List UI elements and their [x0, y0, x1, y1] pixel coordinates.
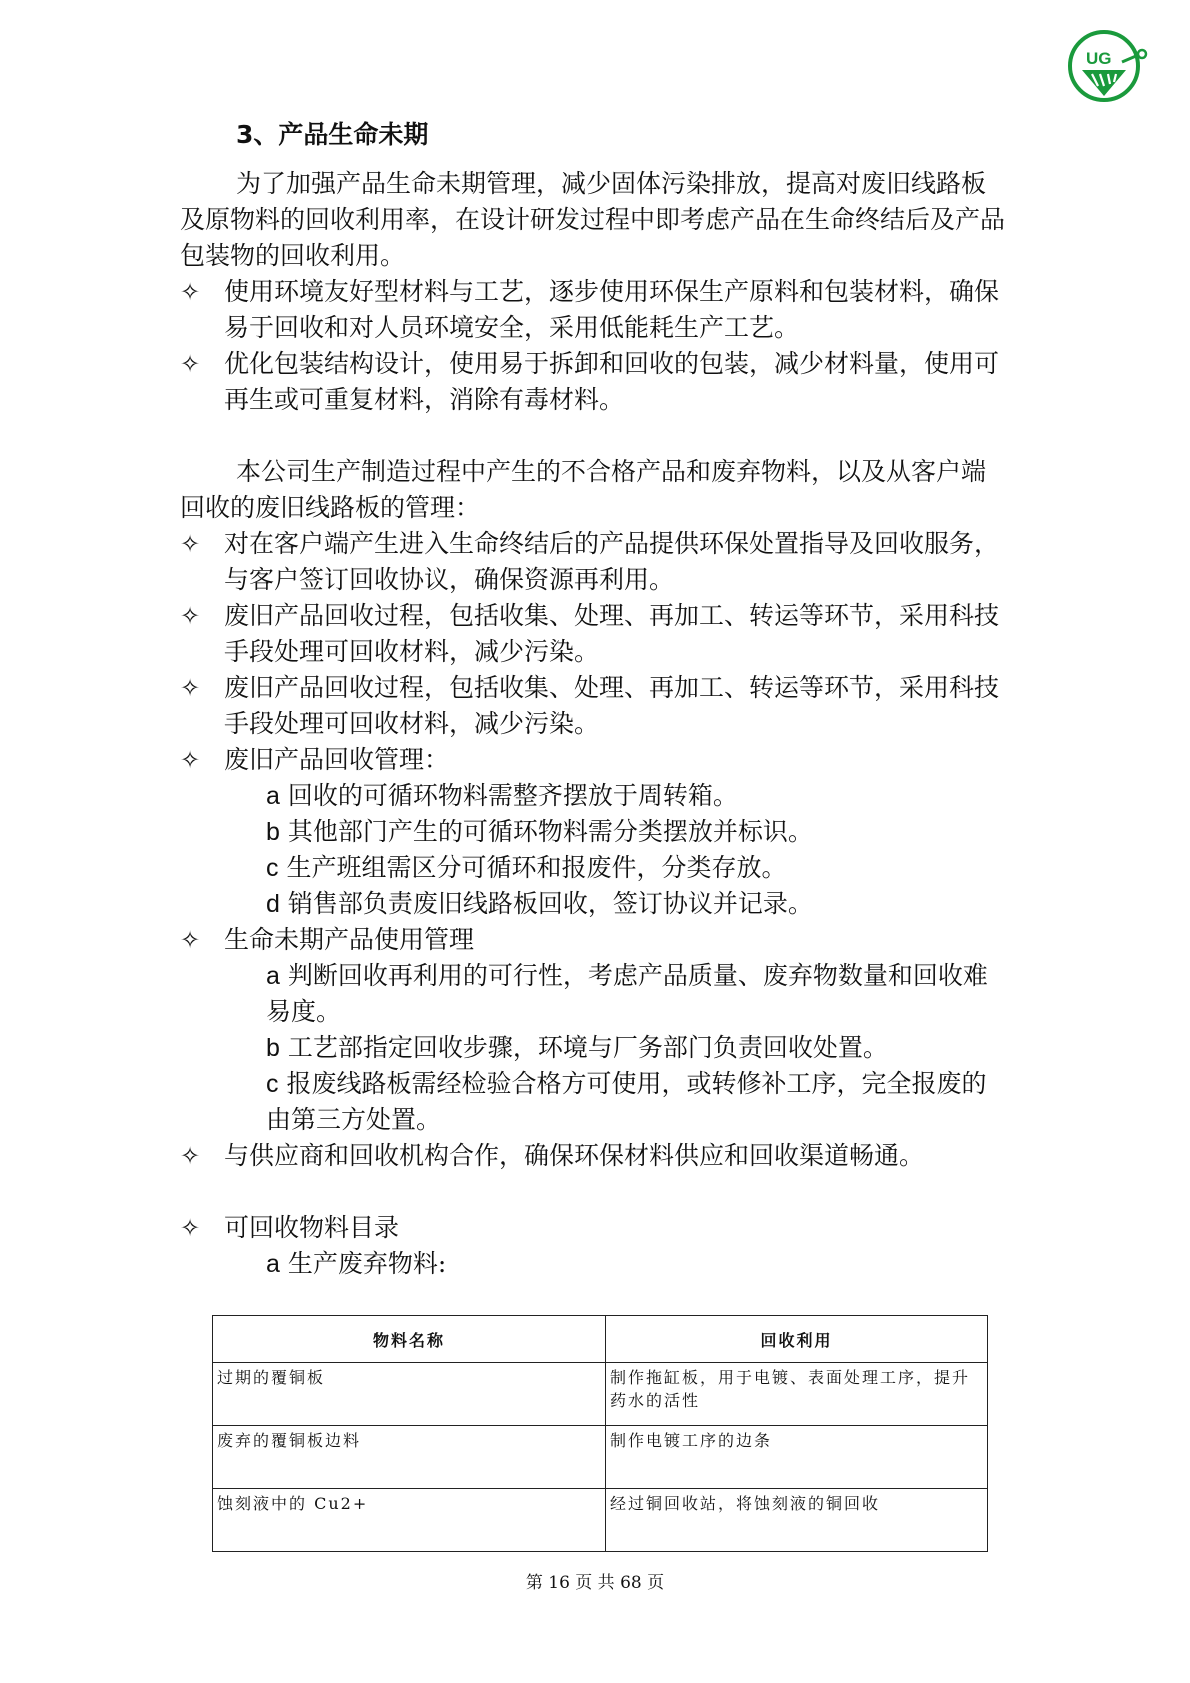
- diamond-bullet-icon: ✧: [180, 1142, 201, 1170]
- table-row: [213, 1363, 988, 1426]
- diamond-bullet-icon: ✧: [180, 350, 201, 378]
- diamond-bullet-icon: ✧: [180, 602, 201, 630]
- sub-item: c 生产班组需区分可循环和报废件，分类存放。: [266, 853, 787, 882]
- bullet-item: ✧ 对在客户端产生进入生命终结后的产品提供环保处置指导及回收服务，与客户签订回收协议，确保资源再利用。: [180, 526, 1010, 598]
- diamond-bullet-icon: ✧: [180, 674, 201, 702]
- diamond-bullet-icon: ✧: [180, 746, 201, 774]
- table-cell: 蚀刻液中的 Cu2+: [213, 1489, 606, 1552]
- bullet-item: ✧ 使用环境友好型材料与工艺，逐步使用环保生产原料和包装材料，确保易于回收和对人员环境安全，采用低能耗生产工艺。: [180, 274, 1010, 346]
- table-cell: 经过铜回收站，将蚀刻液的铜回收: [606, 1489, 988, 1552]
- page-footer: 第 16 页 共 68 页: [525, 1573, 665, 1593]
- bullet-item: ✧ 生命未期产品使用管理: [180, 922, 1010, 958]
- sub-item: d 销售部负责废旧线路板回收，签订协议并记录。: [266, 889, 813, 918]
- sub-item: b 其他部门产生的可循环物料需分类摆放并标识。: [266, 817, 813, 846]
- table-row: [213, 1426, 988, 1489]
- table-row: [213, 1489, 988, 1552]
- bullet-item: ✧ 优化包装结构设计，使用易于拆卸和回收的包装，减少材料量，使用可再生或可重复材料，消除有毒材料。: [180, 346, 1010, 418]
- sub-item: a 生产废弃物料:: [266, 1249, 447, 1278]
- sub-item: b 工艺部指定回收步骤，环境与厂务部门负责回收处置。: [266, 1033, 888, 1062]
- diamond-bullet-icon: ✧: [180, 1214, 201, 1242]
- bullet-item: ✧ 废旧产品回收管理：: [180, 742, 1010, 778]
- intro-paragraph-2: 本公司生产制造过程中产生的不合格产品和废弃物料，以及从客户端回收的废旧线路板的管理：: [180, 457, 987, 522]
- table-header-row: [213, 1316, 988, 1363]
- logo-text: UG: [1086, 49, 1112, 68]
- bullet-item: ✧ 与供应商和回收机构合作，确保环保材料供应和回收渠道畅通。: [180, 1138, 1010, 1174]
- recyclable-materials-table: [212, 1315, 988, 1552]
- column-header-material: 物料名称: [213, 1316, 606, 1363]
- sub-item: c 报废线路板需经检验合格方可使用，或转修补工序，完全报废的由第三方处置。: [266, 1069, 987, 1134]
- diamond-bullet-icon: ✧: [180, 530, 201, 558]
- table-cell: 制作拖缸板，用于电镀、表面处理工序，提升药水的活性: [606, 1363, 988, 1426]
- table-cell: 过期的覆铜板: [213, 1363, 606, 1426]
- sub-item: a 回收的可循环物料需整齐摆放于周转箱。: [266, 781, 738, 810]
- column-header-recycling: 回收利用: [606, 1316, 988, 1363]
- diamond-bullet-icon: ✧: [180, 926, 201, 954]
- bullet-item: ✧ 废旧产品回收过程，包括收集、处理、再加工、转运等环节，采用科技手段处理可回收材料，减少污染。: [180, 598, 1010, 670]
- section-title: 3、产品生命未期: [236, 120, 429, 149]
- bullet-item: ✧ 可回收物料目录: [180, 1210, 1010, 1246]
- table-cell: 废弃的覆铜板边料: [213, 1426, 606, 1489]
- company-logo: [1066, 24, 1148, 106]
- diamond-bullet-icon: ✧: [180, 278, 201, 306]
- bullet-item: ✧ 废旧产品回收过程，包括收集、处理、再加工、转运等环节，采用科技手段处理可回收材料，减少污染。: [180, 670, 1010, 742]
- intro-paragraph-1: 为了加强产品生命未期管理，减少固体污染排放，提高对废旧线路板及原物料的回收利用率，在设计研发过程中即考虑产品在生命终结后及产品包装物的回收利用。: [180, 169, 1006, 270]
- page-content: [180, 116, 1010, 1282]
- table-cell: 制作电镀工序的边条: [606, 1426, 988, 1489]
- sub-item: a 判断回收再利用的可行性，考虑产品质量、废弃物数量和回收难易度。: [266, 961, 988, 1026]
